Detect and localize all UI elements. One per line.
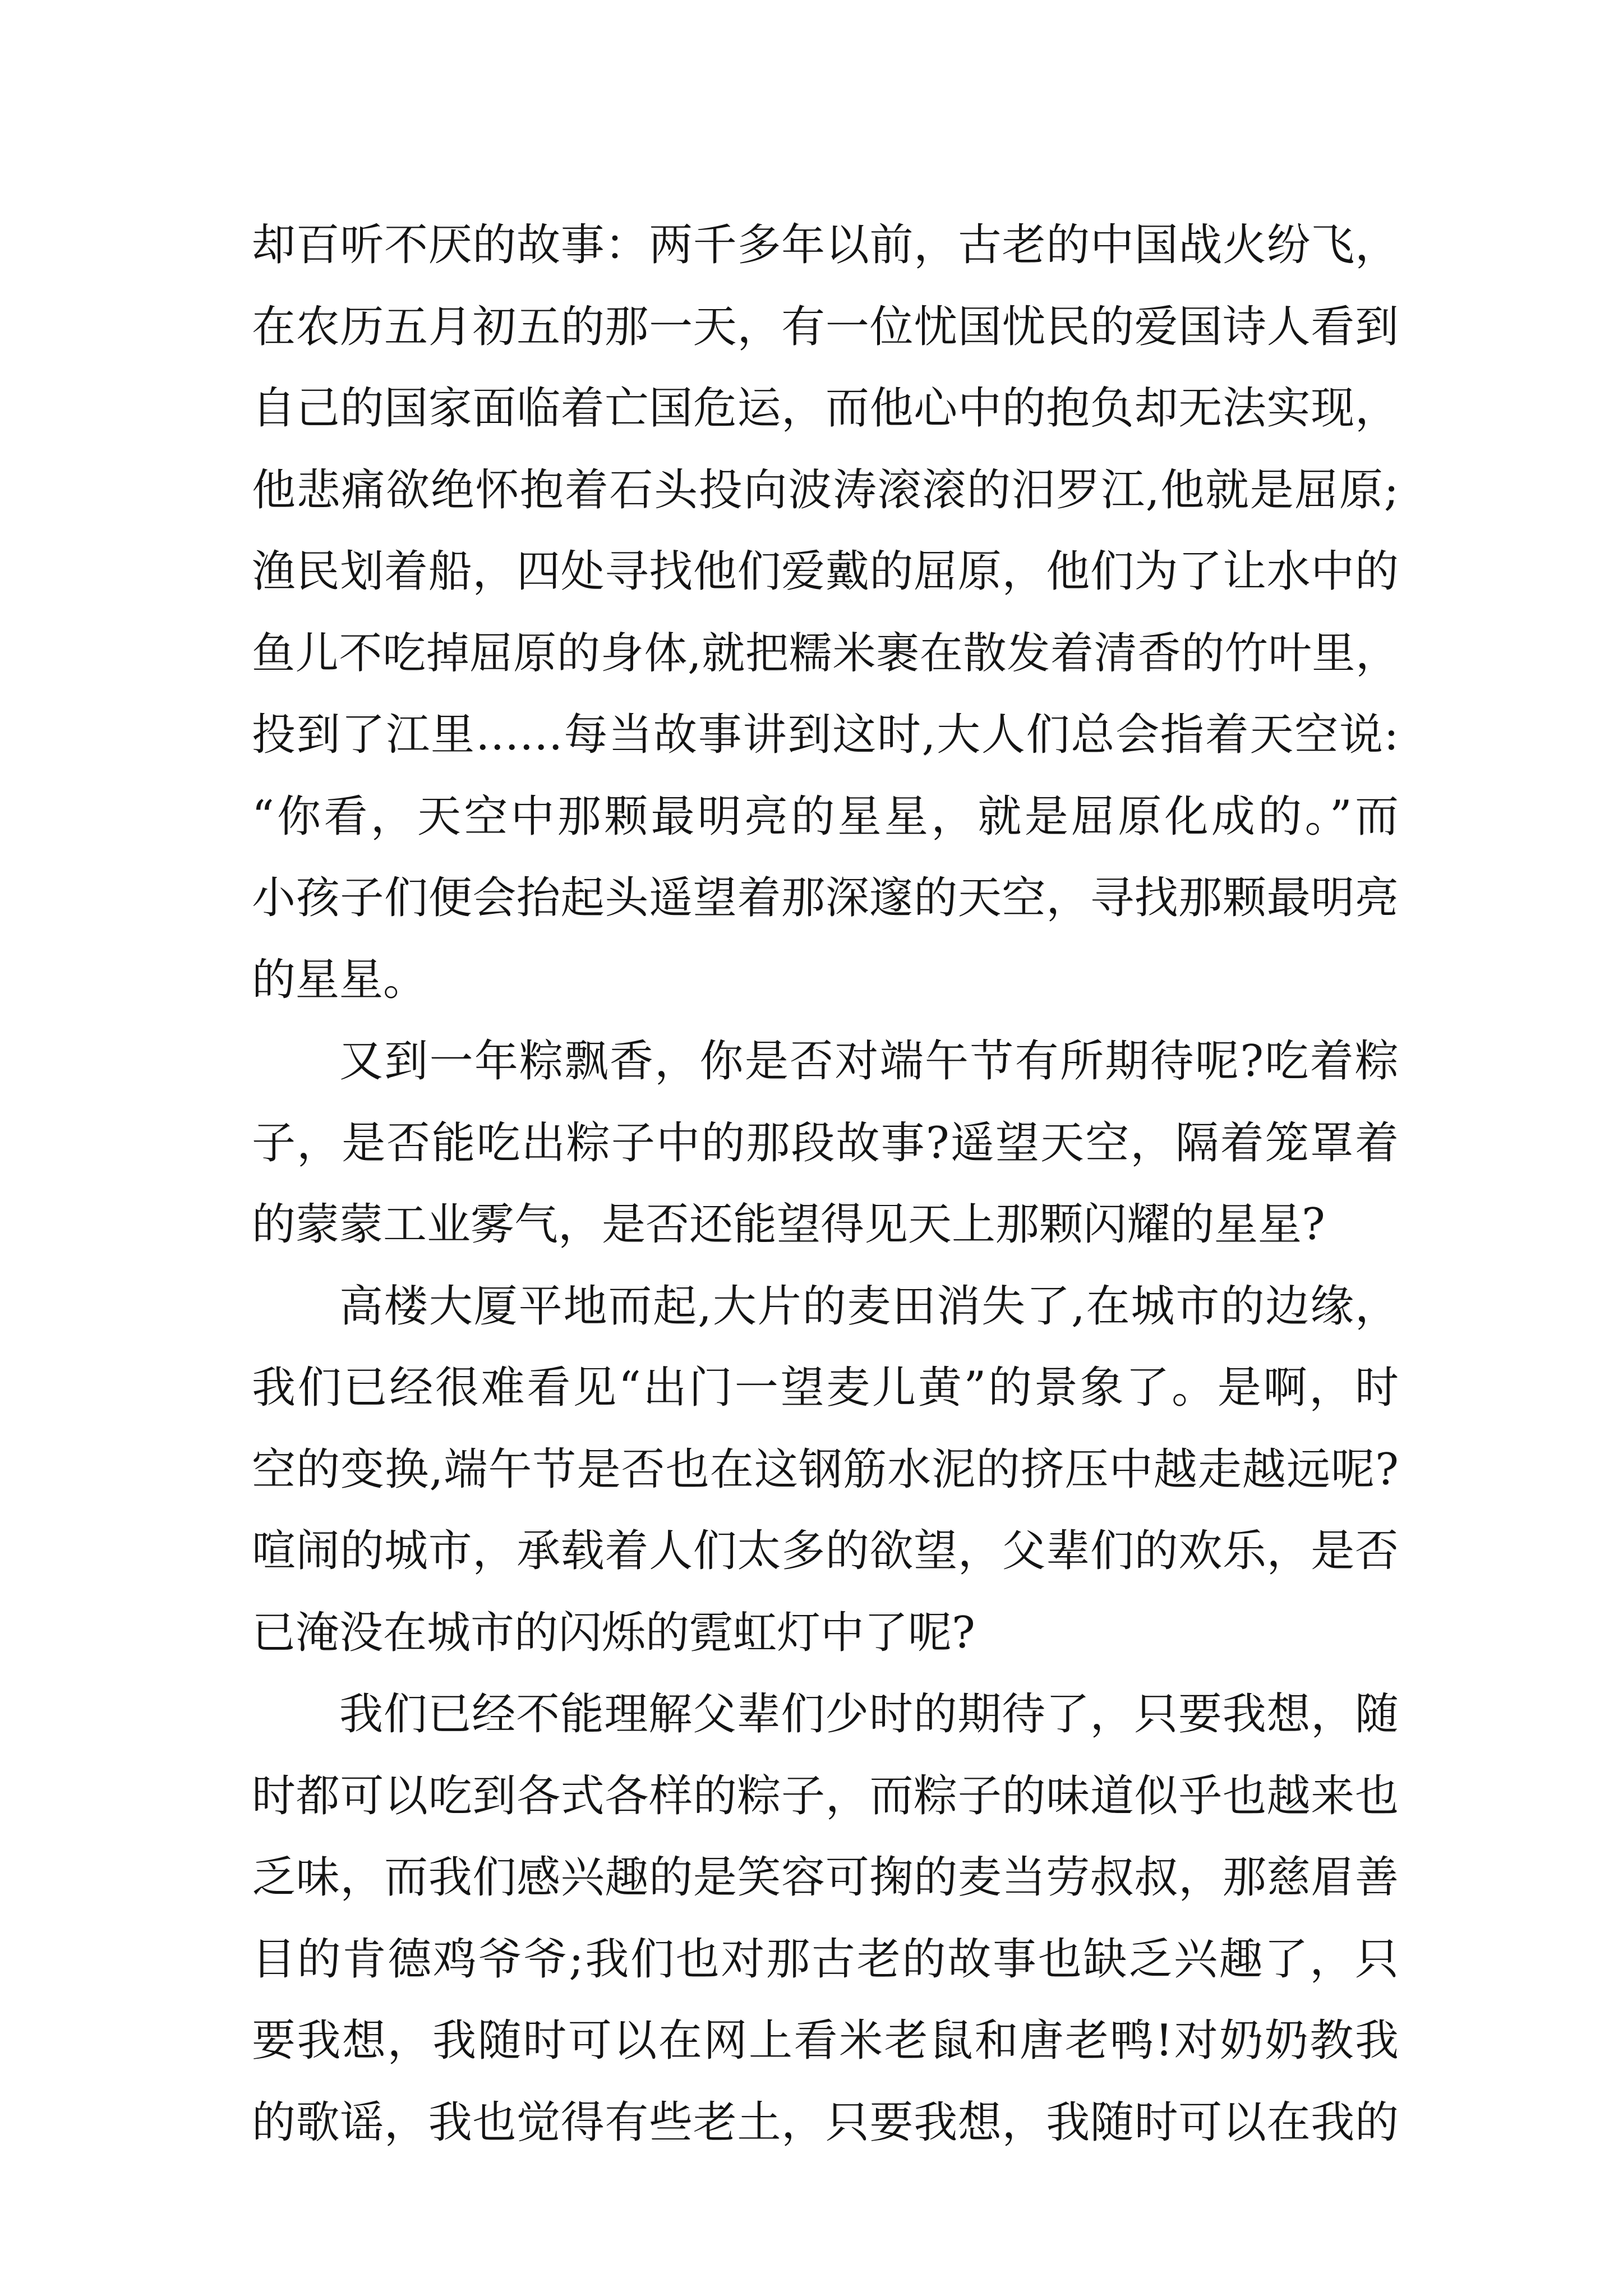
text-line: 喧闹的城市，承载着人们太多的欲望，父辈们的欢乐，是否 <box>252 1526 1399 1576</box>
text-line: 乏味，而我们感兴趣的是笑容可掬的麦当劳叔叔，那慈眉善 <box>252 1852 1399 1903</box>
text-line: 在农历五月初五的那一天，有一位忧国忧民的爱国诗人看到 <box>252 301 1399 352</box>
text-line: 要我想，我随时可以在网上看米老鼠和唐老鸭!对奶奶教我 <box>252 2016 1399 2066</box>
text-line: 目的肯德鸡爷爷;我们也对那古老的故事也缺乏兴趣了，只 <box>252 1934 1399 1985</box>
text-line: 小孩子们便会抬起头遥望着那深邃的天空，寻找那颗最明亮 <box>252 873 1399 923</box>
text-line: 自己的国家面临着亡国危运，而他心中的抱负却无法实现， <box>252 383 1399 434</box>
text-line: 渔民划着船，四处寻找他们爱戴的屈原，他们为了让水中的 <box>252 546 1399 597</box>
text-line: 却百听不厌的故事：两千多年以前，古老的中国战火纷飞， <box>252 220 1399 270</box>
text-line: 时都可以吃到各式各样的粽子，而粽子的味道似乎也越来也 <box>252 1770 1399 1821</box>
text-line: 的歌谣，我也觉得有些老土，只要我想，我随时可以在我的 <box>252 2097 1399 2148</box>
paragraph-start-line: 又到一年粽飘香，你是否对端午节有所期待呢?吃着粽 <box>339 1036 1399 1087</box>
text-line: 子，是否能吃出粽子中的那段故事?遥望天空，隔着笼罩着 <box>252 1117 1399 1168</box>
paragraph-end-line: 的星星。 <box>252 954 427 1005</box>
text-line: 鱼儿不吃掉屈原的身体,就把糯米裹在散发着清香的竹叶里， <box>252 628 1399 679</box>
paragraph-end-line: 已淹没在城市的闪烁的霓虹灯中了呢? <box>252 1607 975 1658</box>
text-line: 空的变换,端午节是否也在这钢筋水泥的挤压中越走越远呢? <box>252 1444 1399 1495</box>
paragraph-start-line: 高楼大厦平地而起,大片的麦田消失了,在城市的边缘， <box>339 1281 1399 1332</box>
text-line: 投到了江里……每当故事讲到这时,大人们总会指着天空说: <box>252 710 1399 760</box>
paragraph-start-line: 我们已经不能理解父辈们少时的期待了，只要我想，随 <box>339 1689 1399 1740</box>
text-line: 他悲痛欲绝怀抱着石头投向波涛滚滚的汨罗江,他就是屈原; <box>252 464 1399 516</box>
paragraph-end-line: 的蒙蒙工业雾气，是否还能望得见天上那颗闪耀的星星? <box>252 1199 1325 1250</box>
text-line: 我们已经很难看见“出门一望麦儿黄”的景象了。是啊，时 <box>252 1363 1399 1413</box>
body-text <box>252 205 1399 2164</box>
text-line: “你看，天空中那颗最明亮的星星，就是屈原化成的。”而 <box>252 791 1399 842</box>
